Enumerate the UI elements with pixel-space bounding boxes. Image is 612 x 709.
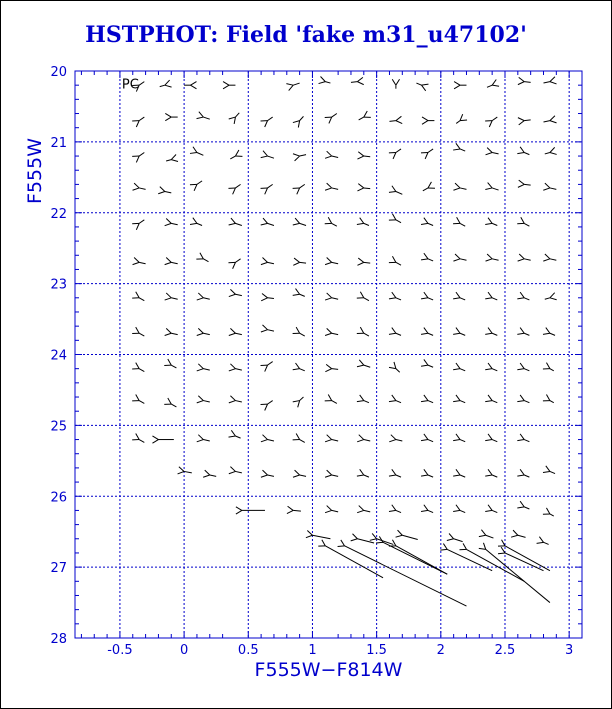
vector-arrow (261, 325, 274, 332)
vector-arrow (389, 116, 402, 123)
vector-arrow (351, 534, 374, 543)
vector-arrow (421, 359, 433, 367)
vector-arrow (423, 182, 435, 191)
vector-arrow (197, 328, 210, 335)
y-axis-title: F555W (24, 138, 46, 204)
vector-arrow (389, 469, 401, 477)
vector-arrow (357, 435, 370, 442)
vector-arrow (160, 80, 172, 87)
vector-arrow (357, 184, 370, 191)
vector-arrow (392, 79, 399, 89)
vector-arrow (421, 505, 433, 513)
vector-arrow (357, 469, 369, 477)
vector-arrow (453, 217, 465, 226)
vector-arrow (165, 113, 177, 120)
vector-arrow (196, 253, 208, 262)
vector-arrow (132, 433, 144, 442)
y-tick-label: 21 (50, 135, 67, 151)
vector-arrow (421, 292, 433, 300)
x-axis-title: F555W−F814W (254, 659, 403, 681)
chart-title: HSTPHOT: Field 'fake m31_u47102' (85, 22, 527, 48)
vector-arrow (190, 218, 202, 226)
vector-arrow (453, 395, 465, 403)
vector-arrow (517, 363, 529, 371)
vector-arrow (485, 183, 498, 190)
vector-arrow (459, 543, 524, 581)
vector-arrow (325, 470, 338, 477)
vector-arrow (486, 148, 499, 155)
vector-arrow (293, 154, 306, 161)
vector-arrow (293, 184, 305, 194)
vector-arrow (389, 435, 402, 442)
vector-arrow (543, 363, 554, 371)
vector-arrow (421, 253, 433, 261)
vector-arrow (416, 83, 428, 91)
vector-arrow (132, 292, 144, 301)
y-tick-label: 26 (50, 490, 67, 506)
vector-arrow (543, 183, 556, 190)
vector-arrow (318, 540, 383, 578)
vector-arrow (190, 147, 203, 156)
x-tick-label: 2.5 (494, 643, 516, 658)
vector-arrow (132, 117, 144, 127)
vector-arrow (485, 117, 497, 127)
y-tick-label: 22 (50, 206, 67, 222)
x-tick-label: 2 (436, 643, 445, 658)
vector-arrow (178, 467, 192, 474)
vector-arrow (293, 470, 306, 477)
vector-arrow (325, 293, 338, 300)
vector-arrow (325, 328, 338, 335)
vector-arrow (453, 363, 465, 371)
vector-arrow (132, 394, 144, 403)
vector-arrow (486, 254, 499, 261)
vector-arrow (518, 118, 531, 125)
vector-arrow (517, 292, 529, 300)
vector-arrow (359, 111, 371, 120)
vector-arrow (261, 184, 273, 194)
vector-arrow (325, 258, 338, 265)
vector-arrow (229, 218, 242, 225)
vector-arrow (517, 328, 529, 336)
vector-arrow (261, 258, 274, 265)
vector-arrow (479, 530, 494, 538)
vector-arrow (261, 151, 274, 158)
vector-arrow (537, 537, 549, 545)
vector-arrow (261, 401, 273, 411)
vector-arrow (440, 544, 492, 571)
vector-arrow (229, 396, 242, 403)
vector-arrow (293, 116, 304, 127)
vector-arrow (485, 363, 497, 371)
vector-arrow (197, 112, 210, 119)
vector-arrow (357, 258, 370, 265)
vector-arrow (236, 507, 265, 514)
vector-arrow (453, 505, 465, 513)
vector-arrow (229, 328, 242, 335)
vector-arrow (389, 540, 447, 574)
y-tick-labels (50, 65, 67, 647)
vector-arrow (485, 218, 497, 226)
vector-arrow (421, 328, 433, 336)
vector-arrow (133, 183, 146, 190)
vector-arrow (229, 467, 242, 474)
y-tick-label: 28 (50, 632, 67, 647)
vector-arrow (325, 217, 337, 226)
vector-arrow (197, 364, 210, 371)
vector-arrow (456, 114, 467, 123)
vector-arrow (485, 434, 497, 442)
x-tick-label: 0.5 (237, 643, 259, 658)
vector-arrow (453, 292, 465, 300)
vector-arrow (132, 363, 144, 372)
vector-arrow (485, 328, 497, 336)
vector-arrow (164, 359, 176, 368)
vector-arrow (543, 466, 555, 474)
x-tick-label: 3 (565, 643, 574, 658)
vector-arrow (132, 153, 144, 163)
vector-arrow (545, 293, 557, 300)
vector-arrow (306, 530, 331, 538)
vector-arrow (389, 149, 401, 159)
vector-arrow (165, 293, 178, 300)
vector-arrow (165, 328, 178, 335)
vector-arrow (389, 292, 401, 300)
vector-arrow (517, 434, 529, 442)
vector-arrow (357, 218, 369, 226)
vector-arrow (293, 258, 306, 265)
vector-arrow (453, 469, 465, 477)
vector-arrow (230, 150, 242, 159)
vector-arrow (421, 149, 433, 159)
vector-arrow (229, 430, 241, 438)
vector-arrow (357, 395, 369, 403)
vector-arrow (389, 186, 402, 195)
vector-arrow (166, 154, 178, 161)
vector-arrow (389, 505, 401, 513)
vector-field (132, 77, 556, 607)
vector-arrow (133, 258, 146, 265)
vector-arrow (229, 289, 242, 296)
vector-arrow (357, 292, 369, 301)
vector-arrow (165, 258, 178, 265)
vector-arrow (518, 77, 531, 84)
vector-arrow (261, 470, 274, 477)
vector-arrow (132, 327, 144, 336)
vector-arrow (485, 395, 497, 403)
vector-arrow (325, 435, 338, 442)
x-tick-label: 1 (308, 643, 317, 658)
vector-arrow (261, 218, 274, 225)
vector-arrow (517, 217, 529, 226)
x-tick-label: -0.5 (107, 643, 133, 658)
vector-arrow (389, 395, 401, 403)
vector-arrow (351, 77, 364, 84)
vector-arrow (545, 147, 557, 154)
vector-arrow (184, 82, 196, 89)
vector-arrow (158, 187, 171, 194)
vector-arrow (357, 506, 370, 513)
vector-arrow (543, 394, 554, 402)
vector-arrow (228, 259, 240, 269)
vector-arrow (518, 254, 531, 261)
vector-arrow (223, 82, 235, 89)
vector-arrow (325, 506, 338, 513)
vector-arrow (357, 152, 370, 159)
vector-arrow (421, 469, 433, 477)
vector-arrow (293, 327, 305, 336)
vector-arrow (293, 433, 305, 442)
vector-arrow (485, 469, 497, 477)
vector-arrow (389, 256, 401, 265)
vector-arrow (389, 362, 400, 372)
vector-arrow (421, 218, 433, 226)
vector-arrow (165, 219, 178, 226)
vector-arrow (389, 214, 401, 223)
vector-arrow (190, 181, 202, 191)
vector-arrow (197, 435, 210, 442)
vector-arrow (517, 147, 529, 155)
vector-arrow (517, 395, 529, 403)
vector-arrow (487, 80, 499, 88)
vector-arrow (287, 506, 301, 513)
vector-arrow (453, 143, 465, 151)
panel-label: PC (121, 77, 139, 93)
x-tick-label: 1.5 (366, 643, 387, 658)
vector-arrow (454, 82, 466, 89)
vector-arrow (518, 180, 531, 187)
vector-arrow (319, 77, 331, 84)
vector-arrow (543, 77, 556, 84)
vector-arrow (132, 220, 144, 230)
vector-arrow (511, 530, 525, 537)
vector-arrow (152, 436, 173, 443)
vector-arrow (261, 294, 274, 301)
vector-arrow (422, 117, 434, 124)
vector-arrow (479, 543, 550, 603)
vector-arrow (164, 398, 176, 407)
y-tick-label: 23 (50, 277, 67, 293)
vector-arrow (325, 394, 337, 403)
vector-arrow (261, 362, 273, 372)
vector-arrow (421, 434, 433, 442)
vector-arrow (293, 363, 305, 371)
vector-arrow (325, 114, 337, 124)
y-tick-label: 24 (50, 348, 67, 364)
vector-arrow (421, 395, 433, 403)
y-tick-label: 25 (50, 419, 67, 435)
vector-arrow (325, 364, 338, 371)
vector-arrow (203, 470, 216, 477)
vector-arrow (357, 360, 370, 367)
vector-arrow (357, 327, 369, 336)
vector-arrow (543, 116, 556, 123)
vector-arrow (293, 289, 305, 297)
vector-arrow (293, 397, 304, 407)
vector-arrow (453, 183, 466, 190)
vector-arrow (453, 328, 465, 336)
vector-arrow (197, 396, 210, 403)
y-tick-label: 27 (50, 561, 67, 577)
vector-arrow (453, 434, 465, 442)
vector-arrow (396, 530, 418, 539)
vector-arrow (197, 293, 210, 300)
vector-arrow (261, 117, 273, 127)
vector-arrow (261, 435, 274, 442)
vector-arrow (286, 83, 299, 90)
x-tick-labels (107, 643, 573, 658)
x-tick-label: 0 (179, 643, 189, 658)
vector-arrow (325, 183, 338, 190)
vector-arrow (485, 292, 497, 300)
vector-arrow (453, 254, 466, 261)
vector-arrow (485, 505, 497, 513)
vector-arrow (293, 218, 306, 225)
vector-arrow (325, 151, 338, 158)
vector-arrow (543, 254, 556, 261)
vector-arrow (517, 501, 529, 509)
vector-arrow (228, 184, 240, 194)
vector-arrow (543, 328, 555, 336)
vector-arrow (517, 469, 529, 477)
vector-arrow (229, 113, 240, 124)
vector-arrow (447, 533, 463, 541)
vector-arrow (389, 328, 401, 336)
vector-arrow (543, 508, 554, 516)
y-tick-label: 20 (50, 65, 67, 80)
vector-arrow (229, 364, 242, 371)
